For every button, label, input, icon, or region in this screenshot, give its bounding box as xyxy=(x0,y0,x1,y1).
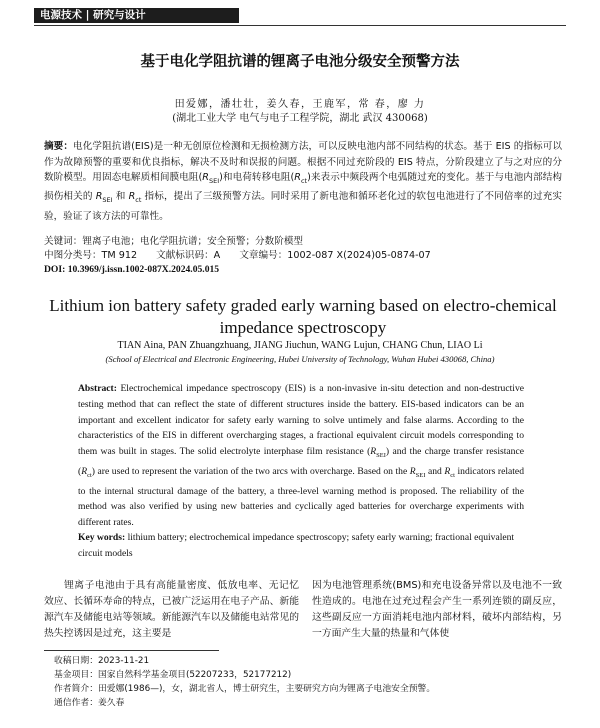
abstract-text: 电化学阻抗谱(EIS)是一种无创原位检测和无损检测方法，可以反映电池内部不同结构的状态。基于 EIS 的指标可以作为故障预警的重要和优良指标，解决不及时和误报的问题。根据不同过充阶段的 EIS 特点，分阶段建立了与之对应的分数阶模型。用固态电解质相间膜电阻$(R_{SEI})$和电荷转移电阻$(R_{ct})$来表示中频段两个电弧随过充的变化。基于与电池内部结构损伤相关的 $R_{SEI}$ 和 $R_{ct}$ 指标，提出了三级预警方法。同时采用了新电池和循环老化过的软包电池进行了不同倍率的过充实验，验证了该方法的可靠性。 xyxy=(44,141,563,222)
keywords-text: 锂离子电池；电化学阻抗谱；安全预警；分数阶模型 xyxy=(82,236,304,247)
keywords-label: 关键词： xyxy=(44,236,83,247)
footnote-author-bio: 作者简介：田爱娜(1986—)，女，湖北省人，博士研究生，主要研究方向为锂离子电池安全预警。 xyxy=(54,684,436,694)
english-title: Lithium ion battery safety graded early warning based on electro-chemical impedance spectroscopy xyxy=(49,296,557,337)
body-left-column: 锂离子电池由于具有高能量密度、低放电率、无记忆效应、长循环寿命的特点，已被广泛运用在电子产品、新能源汽车及储能电站等领域。新能源汽车以及储能电站常见的热失控诱因是过充，这主要是 xyxy=(44,580,299,639)
clc-number: 中图分类号：TM 912 xyxy=(44,250,138,261)
english-abstract-label: Abstract: xyxy=(78,383,117,394)
doi: DOI: 10.3969/j.issn.1002-087X.2024.05.015 xyxy=(44,264,220,275)
english-affiliation: (School of Electrical and Electronic Engineering, Hubei University of Technology, Wuhan Hubei 430068, China) xyxy=(105,354,495,364)
english-abstract-text: Electrochemical impedance spectroscopy (EIS) is a non-invasive in-situ detection and non-destructive testing method that can reflect the state of different structures inside the battery. EIS-based indicators can be an important and excellent indicator for safety early warning to solve untimely and false alarms. According to the characteristics of the EIS in different overcharging stages, a fractional equivalent circuit models corresponding to them was built in stages. The solid electrolyte interphase film resistance $(R_{SEI})$ and the charge transfer resistance $(R_{ct})$ are used to represent the variation of the two arcs with overcharge. Based on the $R_{SEI}$ and $R_{ct}$ indicators related to the internal structural damage of the battery, a three-level warning method is proposed. The reliability of the method was also verified by using new batteries and cyclically aged batteries for overcharge experiments with different rates. xyxy=(78,383,524,529)
footnote-rule xyxy=(44,650,219,651)
affiliation: (湖北工业大学 电气与电子工程学院，湖北 武汉 430068) xyxy=(172,113,428,124)
english-keywords xyxy=(78,530,524,562)
journal-header xyxy=(34,8,566,24)
english-keywords-text: lithium battery; electrochemical impedance spectroscopy; safety early warning; fractional equivalent circuit models xyxy=(78,532,515,559)
header-rule xyxy=(34,25,566,26)
journal-name: 电源技术 xyxy=(40,9,82,21)
footnote-corresponding: 通信作者：姜久春 xyxy=(54,698,125,708)
chinese-abstract xyxy=(44,139,562,224)
abstract-label: 摘要： xyxy=(44,141,74,152)
classification-line xyxy=(44,249,562,263)
english-abstract xyxy=(78,381,524,531)
body-right-column: 因为电池管理系统(BMS)和充电设备异常以及电池不一致性造成的。电池在过充过程会产生一系列连锁的副反应，这些副反应一方面消耗电池内部材料，破坏内部结构，另一方面产生大量的热量和气体使 xyxy=(312,580,562,639)
section-name: 研究与设计 xyxy=(93,9,146,21)
article-number: 文章编号：1002-087 X(2024)05-0874-07 xyxy=(239,250,431,261)
paper-title: 基于电化学阻抗谱的锂离子电池分级安全预警方法 xyxy=(140,54,460,70)
english-authors: TIAN Aina, PAN Zhuangzhuang, JIANG Jiuchun, WANG Lujun, CHANG Chun, LIAO Li xyxy=(117,340,483,351)
footnote-received: 收稿日期：2023-11-21 xyxy=(54,656,150,666)
footnote-fund: 基金项目：国家自然科学基金项目(52207233，52177212) xyxy=(54,670,292,680)
document-code: 文献标识码：A xyxy=(156,250,221,261)
keywords-cn xyxy=(44,235,562,249)
journal-header-bar: 电源技术 | 研究与设计 xyxy=(34,8,239,23)
author-list: 田爱娜，潘壮壮，姜久春，王鹿军，常 春，廖 力 xyxy=(174,99,426,110)
english-keywords-label: Key words: xyxy=(78,532,126,543)
